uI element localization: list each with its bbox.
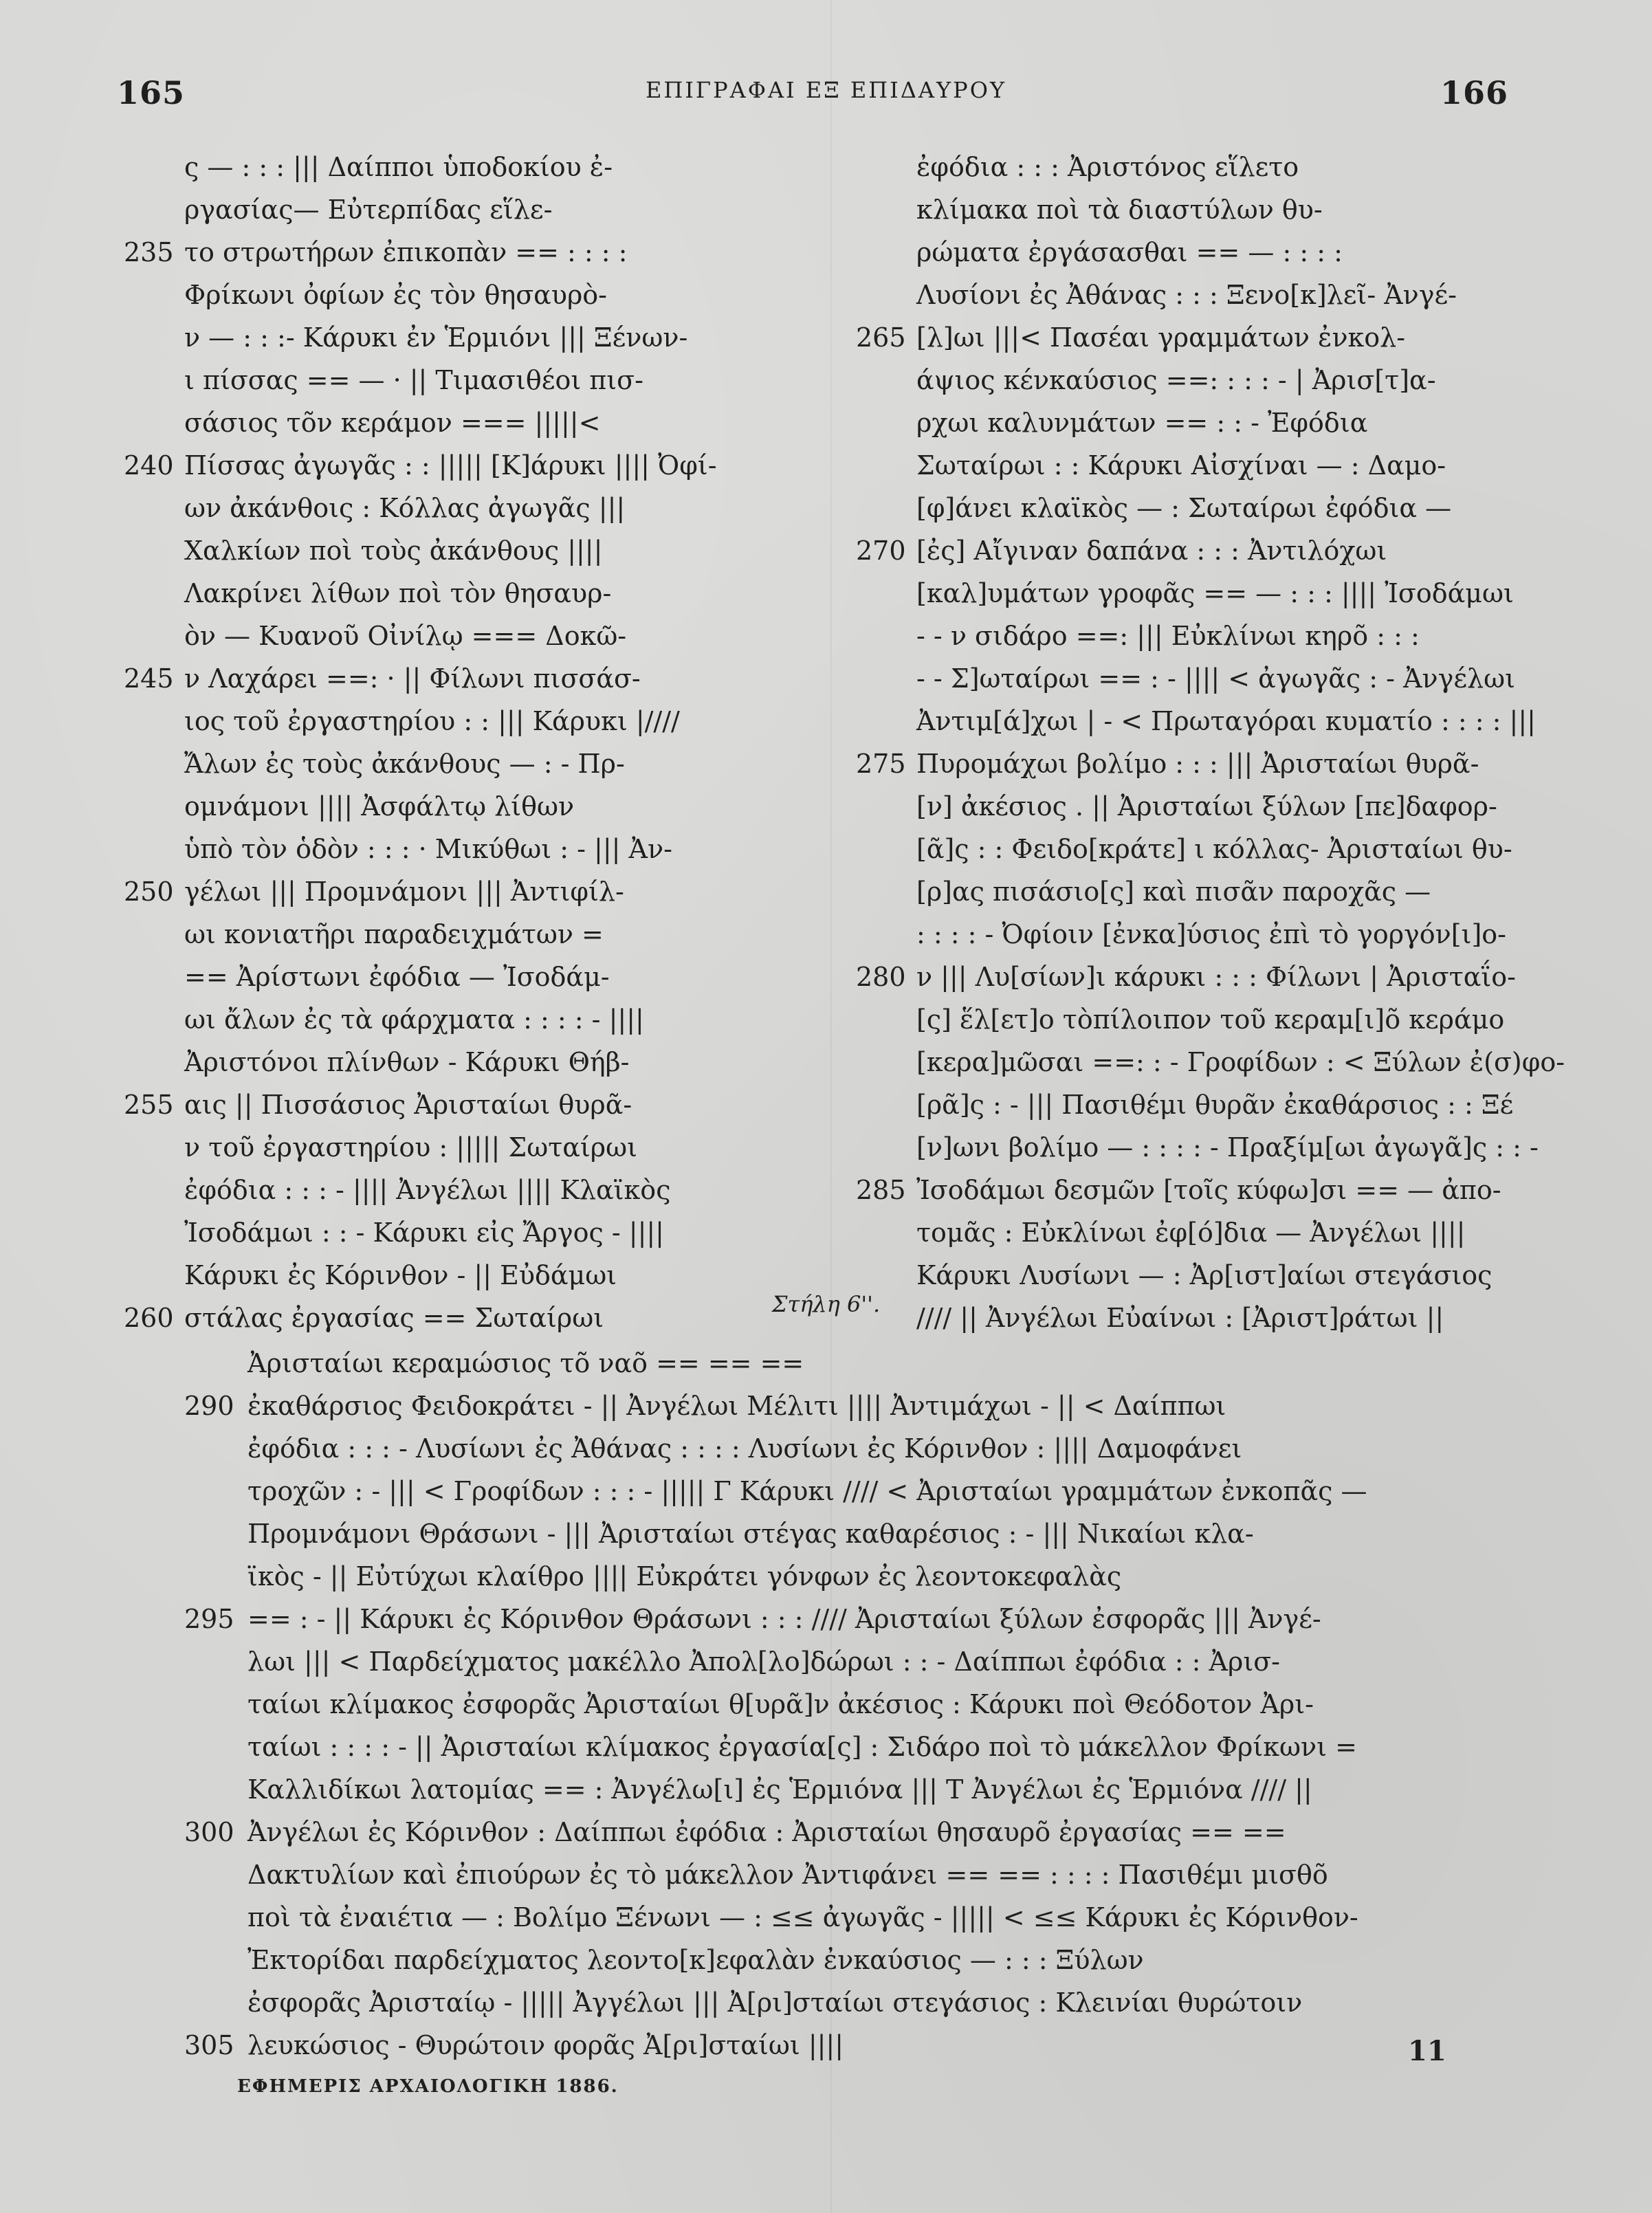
inscription-line [184, 1981, 1303, 2024]
line-text: [κερα]μῶσαι ==: : - Γροφίδων : < Ξύλων ἐ(σ)φο- [916, 1047, 1565, 1077]
inscription-line [856, 1169, 1502, 1211]
inscription-line [184, 1598, 1321, 1640]
line-text: - - Σ]ωταίρωι == : - |||| < ἀγωγᾶς : - Ἀνγέλωι [916, 663, 1515, 694]
inscription-line [124, 615, 660, 657]
inscription-line [124, 998, 660, 1041]
line-text: Ἀριστόνοι πλίνθων - Κάρυκι Θήβ- [184, 1047, 630, 1077]
inscription-line [124, 487, 660, 529]
line-number: 275 [856, 749, 906, 779]
line-number: 265 [856, 322, 906, 353]
line-text: Ἰσοδάμωι δεσμῶν [τοῖς κύφω]σι == — ἀπο- [916, 1175, 1501, 1205]
line-text: Προμνάμονι Θράσωνι - ||| Ἀρισταίωι στέγας καθαρέσιος : - ||| Νικαίωι κλα- [247, 1519, 1254, 1549]
line-text: Ἐκτορίδαι παρδείχματος λεοντο[κ]εφαλὰν ἐνκαύσιος — : : : Ξύλων [247, 1945, 1144, 1975]
inscription-line [124, 742, 660, 785]
line-text: Καλλιδίκωι λατομίας == : Ἀνγέλω[ι] ἐς Ἑρμιόνα ||| Τ Ἀνγέλωι ἐς Ἑρμιόνα //// || [247, 1774, 1312, 1805]
inscription-line [184, 1555, 1284, 1598]
line-text: ομνάμονι |||| Ἀσφάλτῳ λίθων [184, 791, 575, 822]
line-number: 285 [856, 1175, 906, 1205]
line-text: ρχωι καλυνμάτων == : : - Ἐφόδια [916, 408, 1368, 438]
line-text: ι πίσσας == — · || Τιμασιθέοι πισ- [184, 365, 643, 395]
inscription-line [856, 828, 1512, 870]
line-text: [ς] ἕλ[ετ]ο τὸπίλοιπον τοῦ κεραμ[ι]õ κεράμο [916, 1004, 1505, 1035]
line-text: Χαλκίων ποὶ τοὺς ἀκάνθους |||| [184, 536, 603, 566]
inscription-line [124, 1169, 671, 1211]
inscription-line [124, 572, 660, 615]
line-text: ων ἀκάνθοις : Κόλλας ἀγωγᾶς ||| [184, 493, 626, 523]
inscription-line [184, 1726, 1357, 1768]
inscription-line [124, 359, 660, 401]
line-text: ν — : : :- Κάρυκι ἐν Ἑρμιόνι ||| Ξένων- [184, 322, 688, 353]
inscription-line [856, 742, 1502, 785]
line-text: ἐσφορᾶς Ἀρισταίῳ - ||||| Ἀγγέλωι ||| Ἀ[ρι]σταίωι στεγάσιος : Κλεινίαι θυρώτοιν [247, 1988, 1303, 2018]
inscription-line [184, 2024, 1284, 2067]
inscription-line [856, 274, 1502, 316]
running-title: ΕΠΙΓΡΑΦΑΙ ΕΞ ΕΠΙΔΑΥΡΟΥ [645, 77, 1007, 103]
line-text: στάλας ἐργασίας == Σωταίρωι [184, 1303, 604, 1333]
inscription-line [124, 188, 660, 231]
line-text: - - ν σιδάρο ==: ||| Εὐκλίνωι κηρõ : : : [916, 621, 1420, 651]
line-text: [λ]ωι |||< Πασέαι γραμμάτων ἐνκολ- [916, 322, 1406, 353]
line-text: Ἄλων ἐς τοὺς ἀκάνθους — : - Πρ- [184, 749, 625, 779]
line-text: Λακρίνει λίθων ποὶ τὸν θησαυρ- [184, 578, 612, 608]
left-column [124, 146, 717, 1339]
line-text: ταίωι κλίμακος ἐσφορᾶς Ἀρισταίωι θ[υρᾶ]ν ἀκέσιος : Κάρυκι ποὶ Θεόδοτον Ἀρι- [247, 1689, 1314, 1719]
inscription-line [856, 444, 1502, 487]
line-text: Λυσίονι ἐς Ἀθάνας : : : Ξενο[κ]λεῖ- Ἀνγέ- [916, 280, 1457, 310]
inscription-line [124, 1211, 664, 1254]
inscription-line [856, 1211, 1502, 1254]
line-text: : : : : - Ὀφίοιν [ἐνκα]ύσιος ἐπὶ τὸ γοργόν[ι]ο- [916, 919, 1507, 949]
line-text: ἐφόδια : : : - Λυσίωνι ἐς Ἀθάνας : : : : Λυσίωνι ἐς Κόρινθον : |||| Δαμοφάνει [247, 1433, 1242, 1464]
inscription-line [856, 700, 1536, 742]
line-text: Σωταίρωι : : Κάρυκι Αἰσχίναι — : Δαμο- [916, 450, 1446, 481]
line-text: Δακτυλίων καὶ ἐπιούρων ἐς τὸ μάκελλον Ἀντιφάνει == == : : : : Πασιθέμι μισθõ [247, 1860, 1328, 1890]
line-text: Ἀρισταίωι κεραμώσιος τõ ναõ == == == [247, 1348, 804, 1378]
inscription-line [856, 188, 1502, 231]
inscription-line [184, 1385, 1284, 1427]
inscription-line [184, 1512, 1284, 1555]
line-number: 255 [124, 1090, 174, 1120]
line-text: ν ||| Λυ[σίων]ι κάρυκι : : : Φίλωνι | Ἀρισταΐο- [916, 962, 1516, 992]
inscription-line [124, 1254, 660, 1297]
line-text: σάσιος τõν κεράμον === |||||< [184, 408, 601, 438]
line-text: [ᾶ]ς : : Φειδο[κράτε] ι κόλλας- Ἀρισταίωι θυ- [916, 834, 1512, 864]
line-number: 280 [856, 962, 906, 992]
line-text: [καλ]υμάτων γροφᾶς == — : : : |||| Ἰσοδάμωι [916, 578, 1514, 608]
inscription-line [124, 1041, 660, 1083]
line-text: ἐκαθάρσιος Φειδοκράτει - || Ἀνγέλωι Μέλιτι |||| Ἀντιμάχωι - || < Δαίππωι [247, 1391, 1226, 1421]
line-text: //// || Ἀνγέλωι Εὐαίνωι : [Ἀριστ]ράτωι || [916, 1303, 1444, 1333]
inscription-line [856, 529, 1502, 572]
inscription-line [124, 700, 680, 742]
inscription-line [124, 529, 660, 572]
line-text: [ν] ἀκέσιος . || Ἀρισταίωι ξύλων [πε]δαφορ- [916, 791, 1497, 822]
line-text: [ἐς] Αἴγιναν δαπάνα : : : Ἀντιλόχωι [916, 536, 1387, 566]
line-text: ὑπὸ τὸν ὁδὸν : : : · Μικύθωι : - ||| Ἀν- [184, 834, 672, 864]
inscription-line [124, 1126, 660, 1169]
signature-number: 11 [1408, 2035, 1446, 2067]
inscription-line [124, 1083, 660, 1126]
line-text: ποὶ τὰ ἐναιέτια — : Βολίμο Ξένωνι — : ≤≤ ἀγωγᾶς - ||||| < ≤≤ Κάρυκι ἐς Κόρινθον- [247, 1902, 1358, 1933]
page-number-left: 165 [117, 74, 186, 111]
inscription-line [184, 1342, 1284, 1385]
line-text: [ρ]ας πισάσιο[ς] καὶ πισᾶν παροχᾶς — [916, 877, 1431, 907]
inscription-line [184, 1811, 1284, 1853]
stele-text-block [184, 1342, 1367, 2067]
inscription-line [124, 785, 660, 828]
line-text: αις || Πισσάσιος Ἀρισταίωι θυρᾶ- [184, 1090, 632, 1120]
inscription-line [124, 870, 660, 913]
inscription-line [856, 615, 1502, 657]
inscription-line [856, 572, 1514, 615]
inscription-line [184, 1640, 1284, 1683]
inscription-line [856, 401, 1502, 444]
line-text: λωι ||| < Παρδείχματος μακέλλο Ἀπολ[λο]δώρωι : : - Δαίππωι ἐφόδια : : Ἀρισ- [247, 1647, 1281, 1677]
line-text: == : - || Κάρυκι ἐς Κόρινθον Θράσωνι : : : //// Ἀρισταίωι ξύλων ἐσφορᾶς ||| Ἀνγέ- [247, 1604, 1321, 1634]
line-number: 250 [124, 877, 174, 907]
line-text: Κάρυκι Λυσίωνι — : Ἀρ[ιστ]αίωι στεγάσιος [916, 1260, 1493, 1290]
line-text: ωι κονιατῆρι παραδειχμάτων = [184, 919, 604, 949]
line-text: ν τοῦ ἐργαστηρίου : ||||| Σωταίρωι [184, 1132, 638, 1163]
line-text: ταίωι : : : : - || Ἀρισταίωι κλίμακος ἐργασία[ς] : Σιδάρο ποὶ τὸ μάκελλον Φρίκωνι = [247, 1732, 1357, 1762]
line-text: άψιος κένκαύσιος ==: : : : - | Ἀρισ[τ]α- [916, 365, 1436, 395]
inscription-line [124, 146, 660, 188]
line-text: ν Λαχάρει ==: · || Φίλωνι πισσάσ- [184, 663, 641, 694]
journal-footer: ΕΦΗΜΕΡΙΣ ΑΡΧΑΙΟΛΟΓΙΚΗ 1886. [237, 2076, 619, 2097]
inscription-line [124, 316, 688, 359]
line-text: [ρᾶ]ς : - ||| Πασιθέμι θυρᾶν ἐκαθάρσιος : : Ξέ [916, 1090, 1514, 1120]
inscription-line [856, 913, 1507, 956]
inscription-line [856, 1083, 1514, 1126]
inscription-line [184, 1427, 1284, 1470]
line-text: τομᾶς : Εὐκλίνωι ἐφ[ό]δια — Ἀνγέλωι |||| [916, 1218, 1466, 1248]
inscription-line [856, 998, 1505, 1041]
line-number: 235 [124, 237, 174, 267]
line-text: ς — : : : ||| Δαίπποι ὑποδοκίου ἐ- [184, 152, 613, 182]
line-text: == Ἀρίστωνι ἐφόδια — Ἰσοδάμ- [184, 962, 610, 992]
page-number-right: 166 [1440, 74, 1509, 111]
inscription-line [184, 1470, 1367, 1512]
line-text: γέλωι ||| Προμνάμονι ||| Ἀντιφίλ- [184, 877, 624, 907]
line-text: [ν]ωνι βολίμο — : : : : - Πραξίμ[ωι ἀγωγᾶ]ς : : - [916, 1132, 1539, 1163]
line-text: τροχῶν : - ||| < Γροφίδων : : : - ||||| Γ Κάρυκι //// < Ἀρισταίωι γραμμάτων ἐνκοπᾶς — [247, 1476, 1367, 1506]
line-text: ὸν — Κυανοῦ Οἰνίλῳ === Δοκῶ- [184, 621, 627, 651]
inscription-line [124, 444, 717, 487]
line-text: ἐφόδια : : : Ἀριστόνος εἵλετο [916, 152, 1299, 182]
line-number: 260 [124, 1303, 174, 1333]
line-text: ρώματα ἐργάσασθαι == — : : : : [916, 237, 1343, 267]
inscription-line [856, 1254, 1502, 1297]
line-text: κλίμακα ποὶ τὰ διαστύλων θυ- [916, 195, 1323, 225]
inscription-line [124, 828, 672, 870]
inscription-line [124, 913, 660, 956]
line-text: Κάρυκι ἐς Κόρινθον - || Εὐδάμωι [184, 1260, 617, 1290]
inscription-line [856, 956, 1516, 998]
line-text: [φ]άνει κλαϊκὸς — : Σωταίρωι ἐφόδια — [916, 493, 1452, 523]
line-number: 270 [856, 536, 906, 566]
inscription-line [856, 657, 1515, 700]
inscription-line [856, 487, 1502, 529]
line-number: 240 [124, 450, 174, 481]
inscription-line [184, 1939, 1284, 1981]
line-text: Πυρομάχωι βολίμο : : : ||| Ἀρισταίωι θυρᾶ- [916, 749, 1479, 779]
line-text: Φρίκωνι ὀφίων ἐς τὸν θησαυρὸ- [184, 280, 607, 310]
line-number: 290 [184, 1391, 234, 1421]
line-text: Ἀντιμ[ά]χωι | - < Πρωταγόραι κυματίο : : : : ||| [916, 706, 1536, 736]
inscription-line [124, 401, 660, 444]
inscription-line [856, 1126, 1539, 1169]
line-text: Ἀνγέλωι ἐς Κόρινθον : Δαίππωι ἐφόδια : Ἀρισταίωι θησαυρõ ἐργασίας == == [247, 1817, 1286, 1847]
line-number: 300 [184, 1817, 234, 1847]
line-text: Ἰσοδάμωι : : - Κάρυκι εἰς Ἄργος - |||| [184, 1218, 664, 1248]
right-column [856, 146, 1565, 1339]
line-number: 305 [184, 2030, 234, 2060]
line-text: ργασίας— Εὐτερπίδας εἵλε- [184, 195, 553, 225]
stele-heading: Στήλη 6''. [771, 1291, 881, 1317]
inscription-line [856, 1041, 1565, 1083]
inscription-line [856, 231, 1502, 274]
inscription-line [184, 1896, 1358, 1939]
inscription-line [184, 1768, 1312, 1811]
line-text: ἐφόδια : : : - |||| Ἀνγέλωι |||| Κλαϊκὸς [184, 1175, 671, 1205]
line-text: Πίσσας ἀγωγᾶς : : ||||| [Κ]άρυκι |||| Ὀφί- [184, 450, 717, 481]
line-text: λευκώσιος - Θυρώτοιν φορᾶς Ἀ[ρι]σταίωι |||| [247, 2030, 844, 2060]
line-text: ϊκὸς - || Εὐτύχωι κλαίθρο |||| Εὐκράτει γόνφων ἐς λεοντοκεφαλὰς [247, 1561, 1122, 1592]
line-number: 295 [184, 1604, 234, 1634]
line-text: το στρωτήρων ἐπικοπὰν == : : : : [184, 237, 628, 267]
inscription-line [856, 146, 1502, 188]
inscription-line [856, 870, 1502, 913]
inscription-line [856, 359, 1502, 401]
inscription-line [124, 956, 660, 998]
line-number: 245 [124, 663, 174, 694]
inscription-line [124, 231, 660, 274]
inscription-line [184, 1683, 1314, 1726]
inscription-line [184, 1853, 1328, 1896]
inscription-line [856, 785, 1502, 828]
inscription-line [856, 316, 1502, 359]
line-text: ιος τοῦ ἐργαστηρίου : : ||| Κάρυκι |//// [184, 706, 680, 736]
line-text: ωι ἄλων ἐς τὰ φάρχματα : : : : - |||| [184, 1004, 644, 1035]
inscription-line [124, 274, 660, 316]
inscription-line [124, 657, 660, 700]
